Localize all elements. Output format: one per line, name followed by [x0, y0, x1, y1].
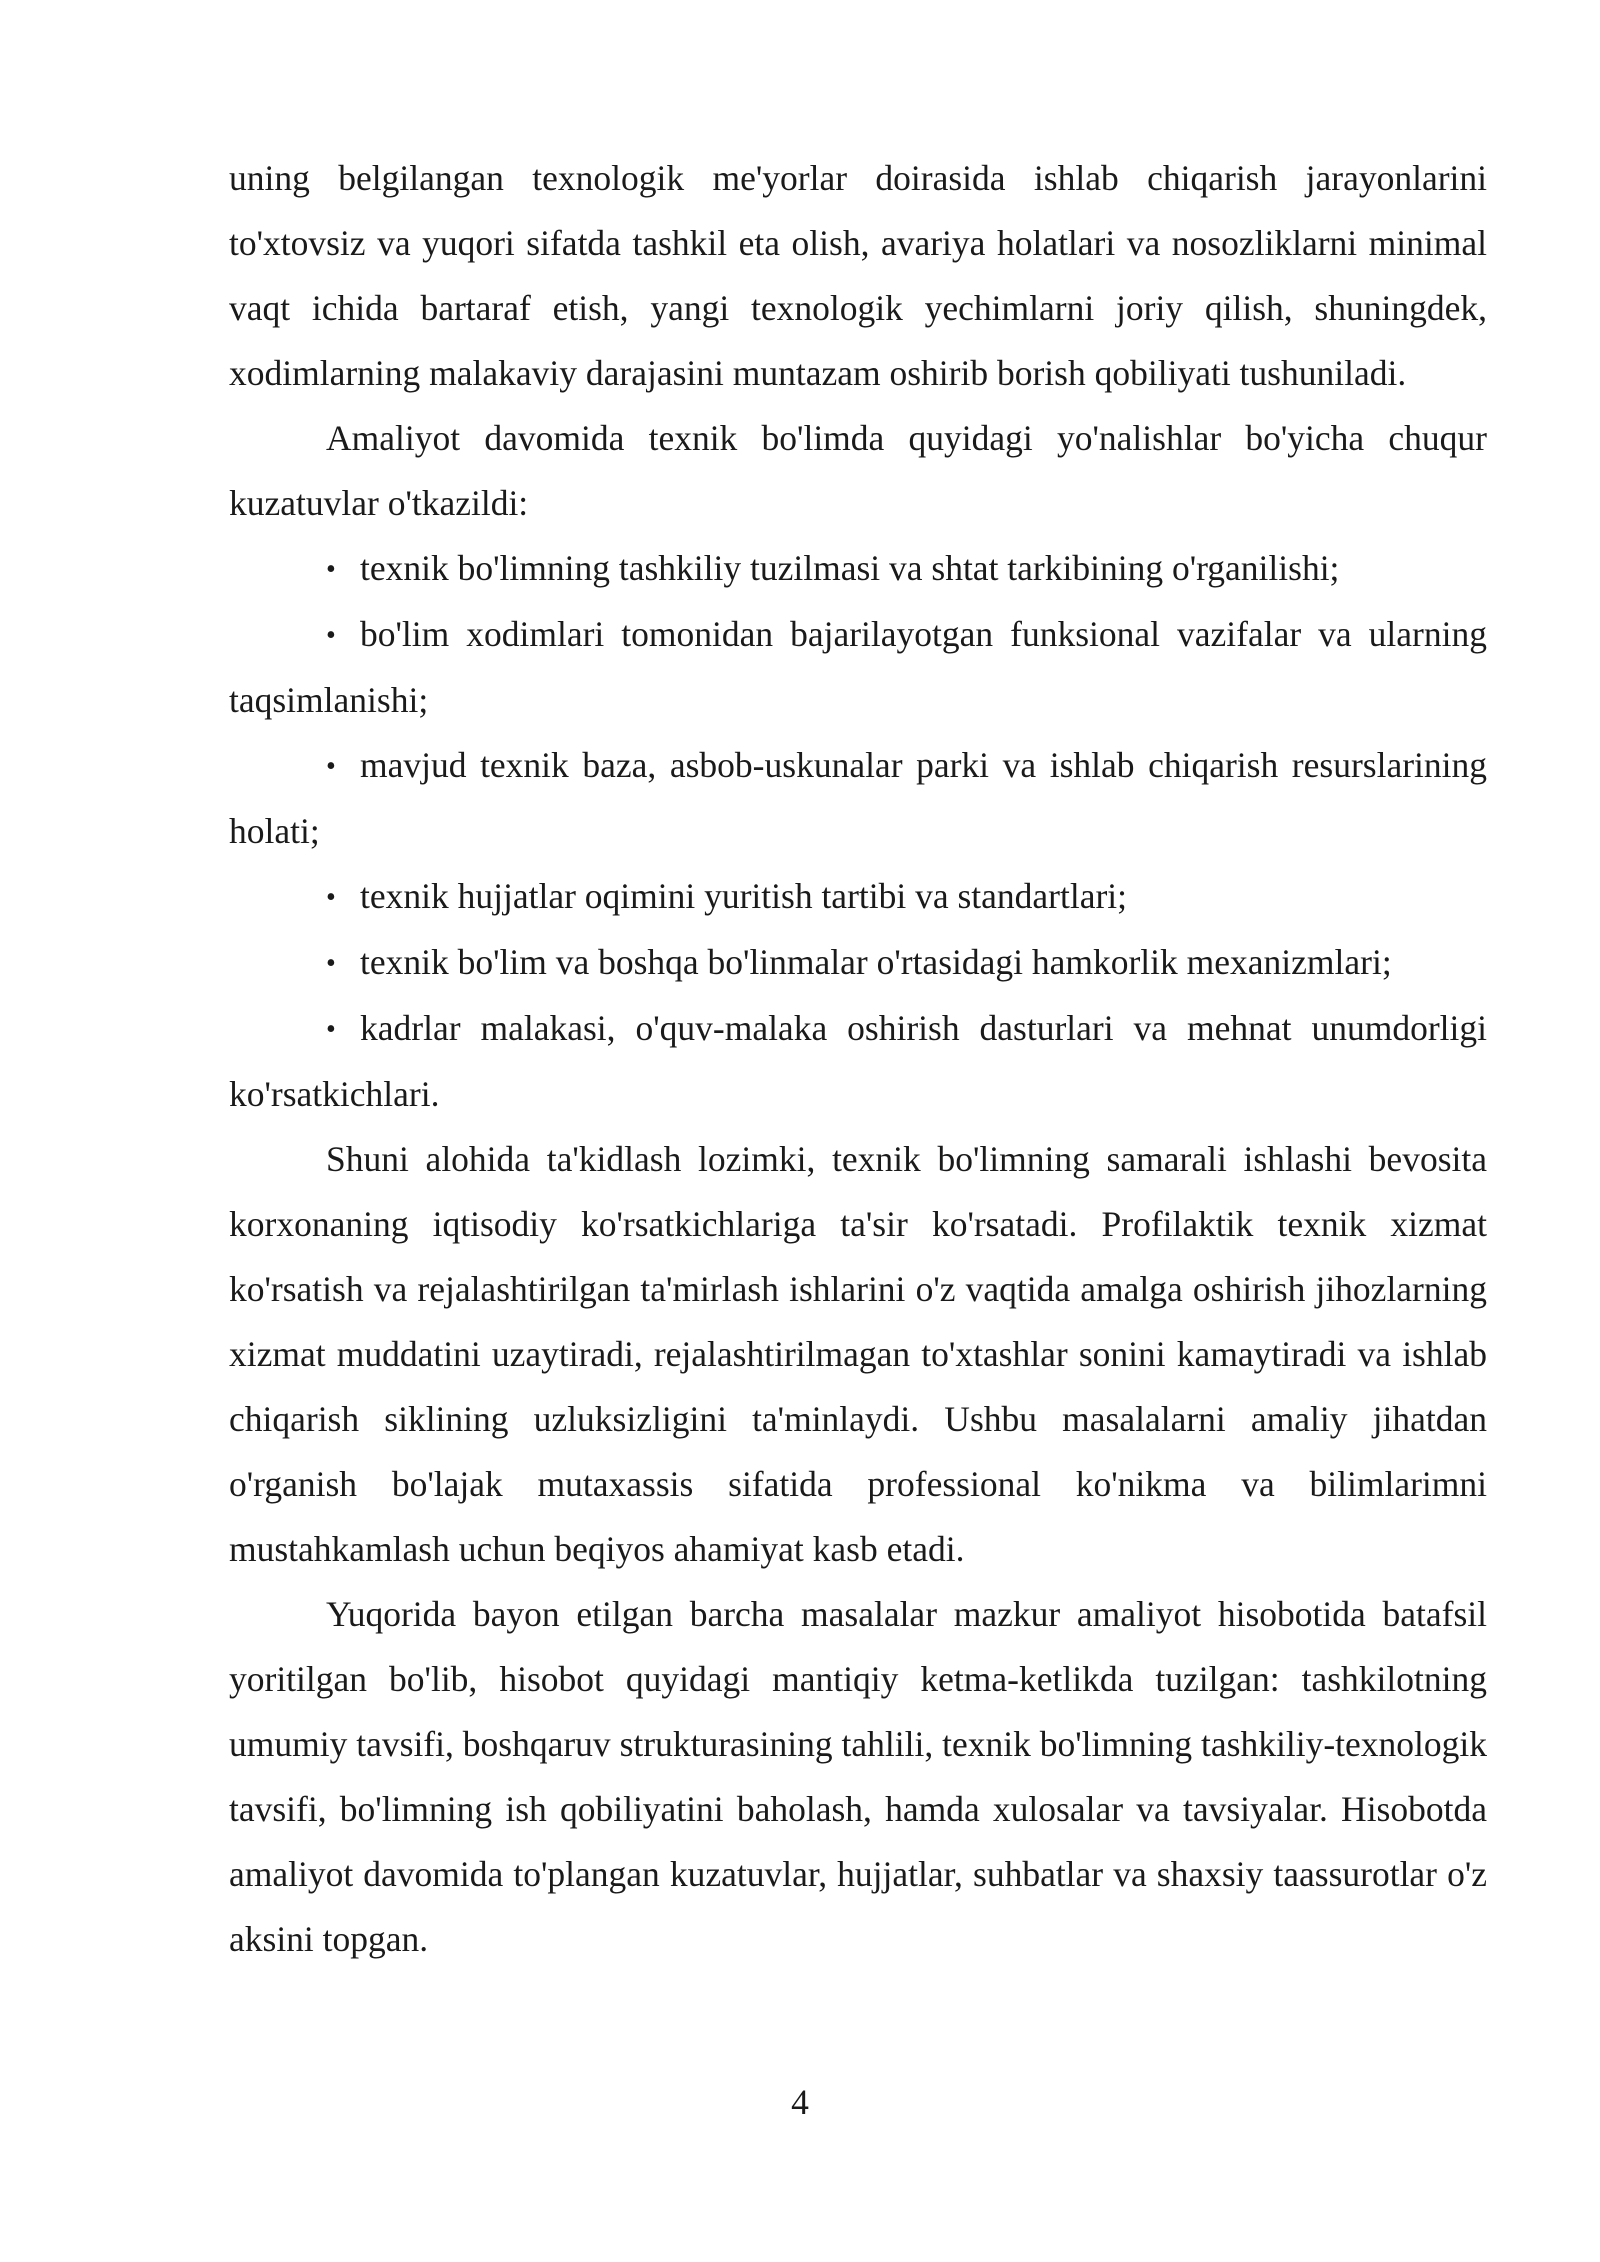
bullet-icon: • — [326, 751, 336, 782]
paragraph-efficiency: Shuni alohida ta'kidlash lozimki, texnik bo'limning samarali ishlashi bevosita korxonaning iqtisodiy ko'rsatkichlariga ta'sir ko'rsatadi. Profilaktik texnik xizmat ko'rsatish va rejalashtirilgan ta'mirlash ishlarini o'z vaqtida amalga oshirish jihozlarning xizmat muddatini uzaytiradi, rejalashtirilmagan to'xtashlar sonini kamaytiradi va ishlab chiqarish siklining uzluksizligini ta'minlaydi. Ushbu masalalarni amaliy jihatdan o'rganish bo'lajak mutaxassis sifatida professional ko'nikma va bilimlarimni mustahkamlash uchun beqiyos ahamiyat kasb etadi. — [229, 1139, 1487, 1569]
list-item-text: texnik hujjatlar oqimini yuritish tartibi va standartlari; — [360, 876, 1128, 916]
list-item-text: mavjud texnik baza, asbob-uskunalar parki va ishlab chiqarish resurslarining holati; — [229, 745, 1487, 851]
bullet-icon: • — [326, 554, 336, 585]
list-item-text: texnik bo'lim va boshqa bo'linmalar o'rtasidagi hamkorlik mexanizmlari; — [360, 942, 1392, 982]
list-item — [229, 536, 1487, 602]
bullet-icon: • — [326, 882, 336, 913]
list-item-text: texnik bo'limning tashkiliy tuzilmasi va shtat tarkibining o'rganilishi; — [360, 548, 1340, 588]
paragraph-continuation: uning belgilangan texnologik me'yorlar doirasida ishlab chiqarish jarayonlarini to'xtovsiz va yuqori sifatda tashkil eta olish, avariya holatlari va nosozliklarni minimal vaqt ichida bartaraf etish, yangi texnologik yechimlarni joriy qilish, shuningdek, xodimlarning malakaviy darajasini muntazam oshirib borish qobiliyati tushuniladi. — [229, 158, 1487, 393]
bullet-icon: • — [326, 948, 336, 979]
paragraph-report-structure: Yuqorida bayon etilgan barcha masalalar mazkur amaliyot hisobotida batafsil yoritilgan bo'lib, hisobot quyidagi mantiqiy ketma-ketlikda tuzilgan: tashkilotning umumiy tavsifi, boshqaruv strukturasining tahlili, texnik bo'limning tashkiliy-texnologik tavsifi, bo'limning ish qobiliyatini baholash, hamda xulosalar va tavsiyalar. Hisobotda amaliyot davomida to'plangan kuzatuvlar, hujjatlar, suhbatlar va shaxsiy taassurotlar o'z aksini topgan. — [229, 1594, 1487, 1959]
bullet-icon: • — [326, 1014, 336, 1045]
bullet-icon: • — [326, 620, 336, 651]
list-item — [229, 996, 1487, 1127]
list-item — [229, 864, 1487, 930]
page-body — [229, 146, 1487, 1972]
list-item-text: bo'lim xodimlari tomonidan bajarilayotgan funksional vazifalar va ularning taqsimlanishi; — [229, 614, 1487, 720]
paragraph-observations-intro: Amaliyot davomida texnik bo'limda quyidagi yo'nalishlar bo'yicha chuqur kuzatuvlar o'tkazildi: — [229, 418, 1487, 523]
list-item-text: kadrlar malakasi, o'quv-malaka oshirish dasturlari va mehnat unumdorligi ko'rsatkichlari. — [229, 1008, 1487, 1114]
page-number: 4 — [791, 2082, 809, 2122]
observation-list — [229, 536, 1487, 1127]
list-item — [229, 602, 1487, 733]
list-item — [229, 733, 1487, 864]
list-item — [229, 930, 1487, 996]
